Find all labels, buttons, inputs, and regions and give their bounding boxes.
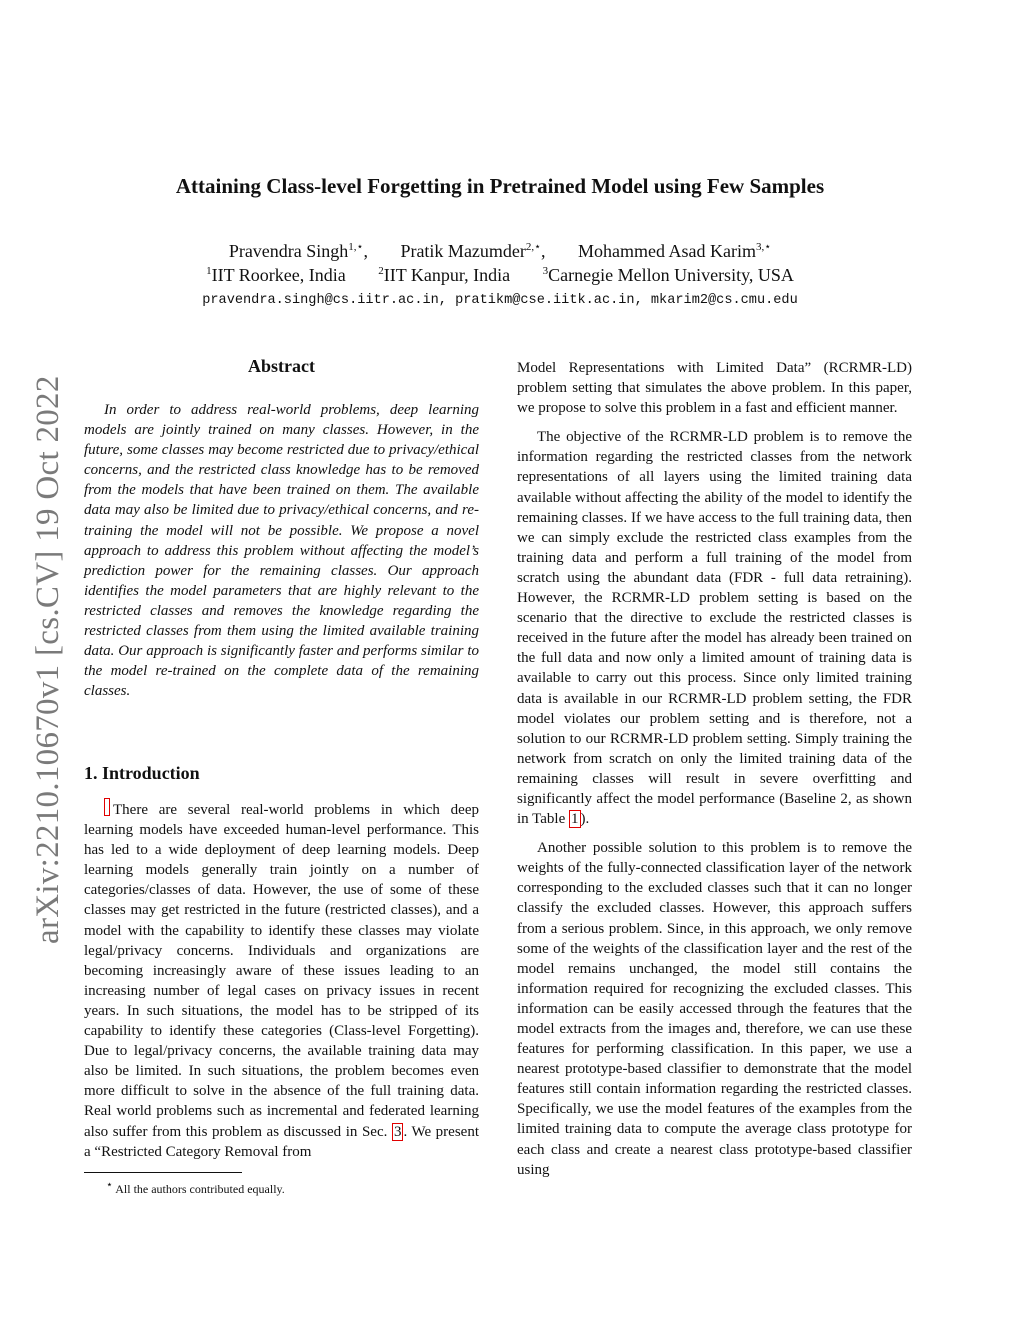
author-list — [0, 240, 1000, 262]
abstract-text: In order to address real-world problems, deep learning models are jointly trained on many classes. However, in the future, some classes may become restricted due to privacy/ethical concerns, and the restricted class knowledge has to be removed from the models that have been trained on them. The available data may also be limited due to privacy/ethical concerns, and re-training the model will not be possible. We propose a novel approach to address this problem without affecting the model’s prediction power for the remaining classes. Our approach identifies the model parameters that are highly relevant to the restricted classes and removes the knowledge regarding the restricted classes from them using the limited available training data. Our approach is significantly faster and performs similar to the model re-trained on the complete data of the remaining classes. — [84, 402, 479, 700]
author: Pravendra Singh$^{1,⋆}$, — [228, 241, 368, 261]
paper-title: Attaining Class-level Forgetting in Pretrained Model using Few Samples — [175, 174, 825, 198]
paragraph: The objective of the RCRMR-LD problem is to remove the information regarding the restricted classes from the network representations of all layers using the limited training data available without affecting the ability of the model to identify the remaining classes. If we have access to the full training data, then we can simply exclude the restricted class examples from the training data and perform a full training of the model from scratch using the abundant data (FDR - full data retraining). However, the RCRMR-LD problem setting is based on the scenario that the directive to exclude the restricted classes is received in the future after the model has already been trained on the full data and now only a limited amount of training data is available to carry out this process. Since only limited training data is available in our RCRMR-LD problem setting, the FDR model violates our problem setting and is therefore, not a solution to our RCRMR-LD problem setting. Simply training the network from scratch on only the limited training data of the remaining classes will result in severe overfitting and significantly affect the model performance (Baseline 2, as shown in Table 1 ). — [517, 429, 912, 828]
author: Mohammed Asad Karim$^{3,⋆}$ — [578, 241, 772, 261]
introduction-heading: 1. Introduction — [84, 763, 200, 783]
right-column — [517, 358, 912, 1189]
abstract-heading: Abstract — [248, 356, 315, 376]
introduction-body — [84, 798, 479, 1162]
affiliation: $^1$IIT Roorkee, India — [206, 265, 346, 285]
section-reference-link[interactable]: 3 — [393, 1123, 402, 1140]
paragraph: Model Representations with Limited Data” (RCRMR-LD) problem setting that simulates the above problem. In this paper, we propose to solve this problem in a fast and efficient manner. — [517, 360, 912, 417]
table-reference-link[interactable]: 1 — [571, 811, 579, 828]
affiliation: $^3$Carnegie Mellon University, USA — [542, 265, 794, 285]
author-emails: pravendra.singh@cs.iitr.ac.in, pratikm@cse.iitk.ac.in, mkarim2@cs.cmu.edu — [202, 293, 798, 308]
affiliation-list — [0, 265, 1000, 286]
author: Pratik Mazumder$^{2,⋆}$, — [400, 241, 546, 261]
introduction-paragraph: There are several real-world problems in which deep learning models have exceeded human-level performance. This has led to a wide deployment of deep learning models. Deep learning models generally train jointly on a number of categories/classes of data. However, the use of some of these classes may get restricted in the future (restricted classes), and a model with the capability to identify these classes may violate legal/privacy concerns. Individuals and organizations are becoming increasingly aware of these issues leading to an increasing number of legal cases on privacy issues in recent years. In such situations, the model has to be stripped of its capability to identify these categories (Class-level Forgetting). Due to legal/privacy concerns, the available training data may also be limited. In such situations, the problem becomes even more difficult to solve in the absence of the full training data. Real world problems such as incremental and federated learning also suffer from this problem as discussed in Sec. 3 . We present a “Restricted Category Removal from — [84, 798, 479, 1162]
abstract-body — [84, 400, 479, 701]
annotation-marker — [104, 798, 110, 816]
arxiv-identifier: arXiv:2210.10670v1 [cs.CV] 19 Oct 2022 — [30, 375, 66, 944]
footnote: ⋆ All the authors contributed equally. — [106, 1179, 285, 1196]
paragraph: Another possible solution to this problem is to remove the weights of the fully-connected classification layer of the network corresponding to the excluded classes such that it can no longer classify the excluded classes. However, this approach suffers from a serious problem. Since, in this approach, we only remove some of the weights of the classification layer and the rest of the model remains unchanged, the model still contains the information required for recognizing the excluded classes. This information can be easily accessed through the features that the model extracts from the images and, therefore, we can use these features for performing classification. In this paper, we use a nearest prototype-based classifier to demonstrate that the model features still contain information regarding the restricted classes. Specifically, we use the model features of the examples from the limited training data to compute the average class prototype for each class and create a nearest class prototype-based classifier using — [517, 840, 912, 1178]
affiliation: $^2$IIT Kanpur, India — [378, 265, 511, 285]
footnote-rule — [84, 1172, 242, 1173]
